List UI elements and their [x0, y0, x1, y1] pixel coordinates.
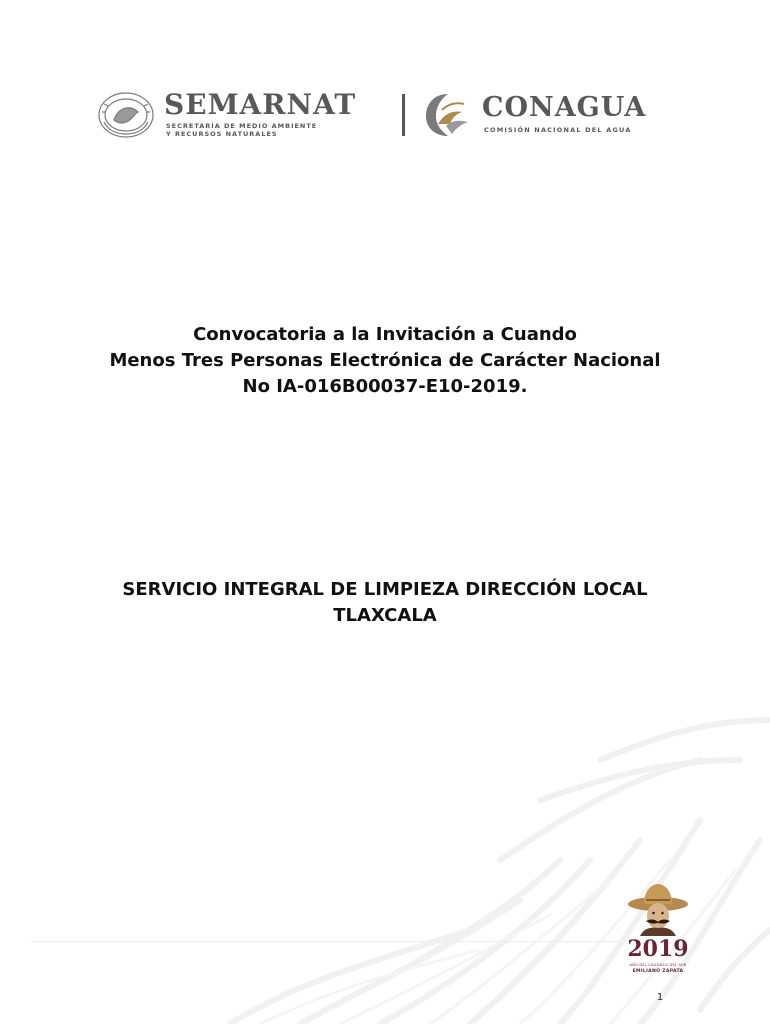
logo-divider: [402, 94, 405, 136]
service-line-2: TLAXCALA: [333, 605, 437, 626]
footer-rule: [30, 941, 620, 942]
title-line-3: No IA-016B00037-E10-2019.: [242, 376, 528, 397]
service-title: [60, 577, 710, 629]
conagua-wave-icon: [422, 90, 474, 140]
emblem-caption-line1: AÑO DEL CAUDILLO DEL SUR: [629, 963, 687, 967]
mexico-coat-of-arms-icon: [96, 90, 156, 140]
header-logos: [96, 88, 686, 144]
title-line-1: Convocatoria a la Invitación a Cuando: [193, 324, 577, 345]
service-line-1: SERVICIO INTEGRAL DE LIMPIEZA DIRECCIÓN LOCAL: [122, 579, 648, 600]
title-line-2: Menos Tres Personas Electrónica de Carácter Nacional: [109, 350, 661, 371]
document-title: [60, 322, 710, 400]
conagua-wordmark: CONAGUA: [482, 92, 647, 123]
semarnat-subtitle-line1: SECRETARÍA DE MEDIO AMBIENTE: [166, 122, 318, 130]
page-number: 1: [656, 992, 664, 1003]
semarnat-subtitle-line2: Y RECURSOS NATURALES: [166, 130, 278, 138]
emblem-caption-line2: EMILIANO ZAPATA: [632, 969, 684, 974]
emblem-year: 2019: [627, 936, 689, 962]
semarnat-subtitle: [166, 122, 317, 138]
conagua-subtitle: COMISIÓN NACIONAL DEL AGUA: [484, 126, 632, 134]
semarnat-wordmark: SEMARNAT: [164, 88, 357, 121]
